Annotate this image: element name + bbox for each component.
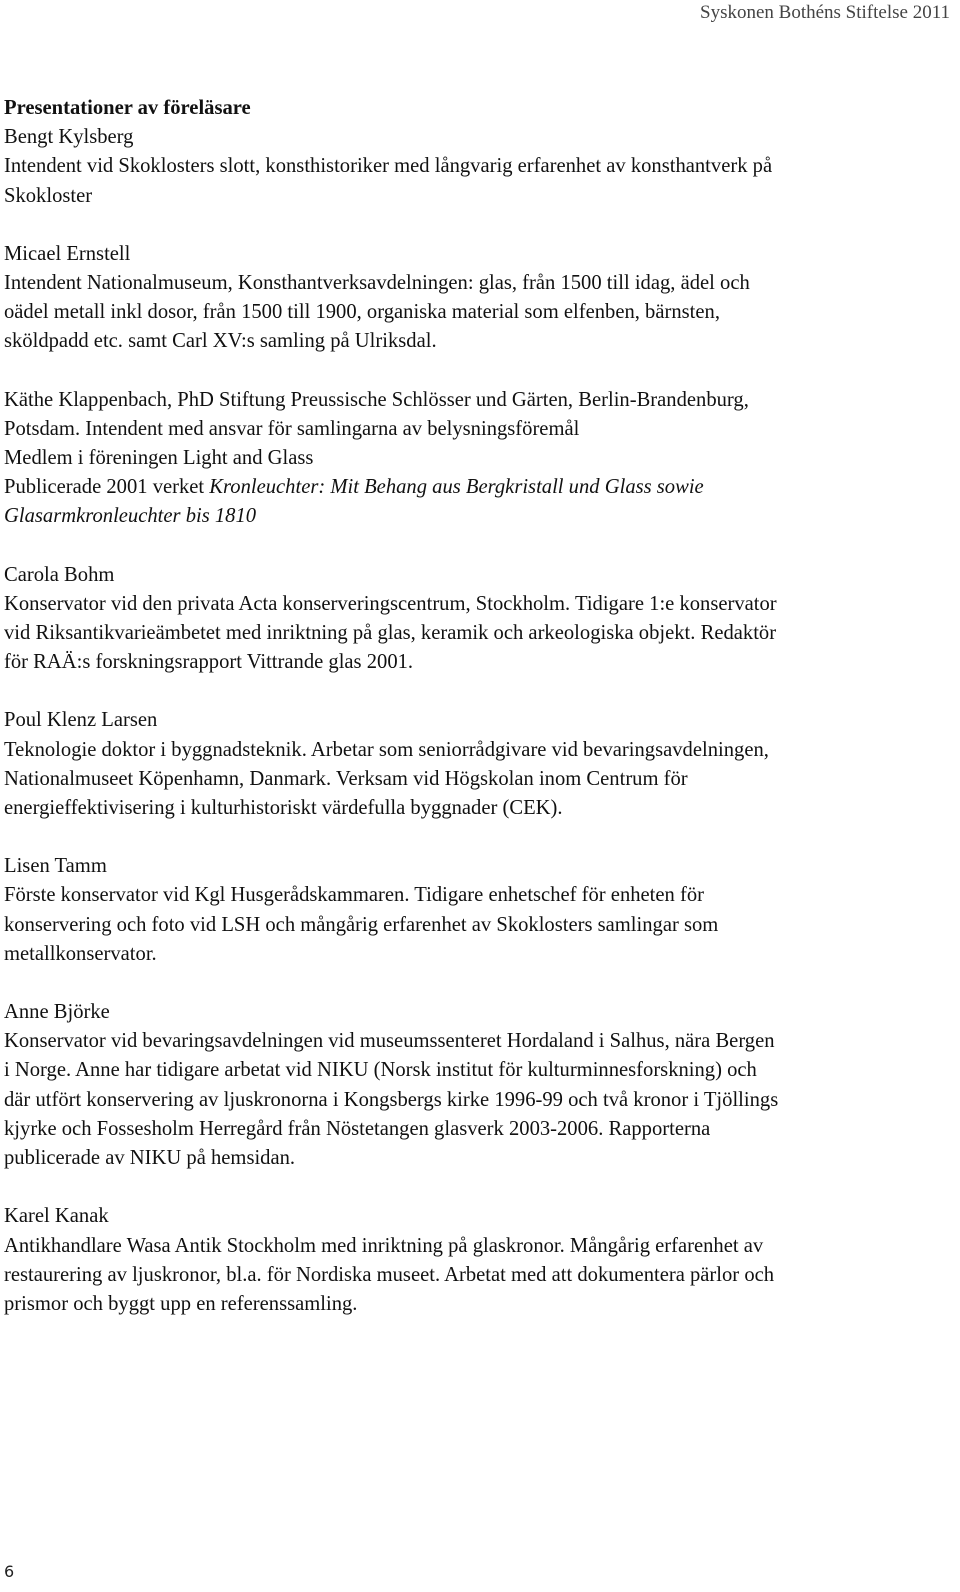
lecturer-bio-line: Intendent vid Skoklosters slott, konsthistoriker med långvarig erfarenhet av konsthantverk på: [4, 155, 773, 178]
lecturer-name: Bengt Kylsberg: [4, 126, 134, 149]
publication-title: Glasarmkronleuchter bis 1810: [4, 505, 257, 528]
lecturer-bio-line: Intendent Nationalmuseum, Konsthantverksavdelningen: glas, från 1500 till idag, ädel och: [4, 272, 750, 295]
lecturer-bio-line: energieffektivisering i kulturhistoriskt värdefulla byggnader (CEK).: [4, 797, 563, 820]
lecturer-bio-line: konservering och foto vid LSH och mångårig erfarenhet av Skoklosters samlingar som: [4, 913, 719, 936]
lecturer-bio-line: oädel metall inkl dosor, från 1500 till 1900, organiska material som elfenben, bärnsten,: [4, 301, 720, 324]
lecturer-bio-line: för RAÄ:s forskningsrapport Vittrande glas 2001.: [4, 651, 414, 674]
lecturer-bengt-kylsberg: [4, 123, 949, 211]
lecturer-bio-line: metallkonservator.: [4, 942, 157, 965]
lecturer-poul-klenz-larsen: [4, 706, 949, 823]
section-heading: Presentationer av föreläsare: [4, 97, 251, 119]
lecturer-bio-line: [4, 473, 949, 502]
lecturer-bio-line: Teknologie doktor i byggnadsteknik. Arbetar som seniorrådgivare vid bevaringsavdelningen,: [4, 738, 769, 761]
lecturer-bio-line: Konservator vid den privata Acta konserveringscentrum, Stockholm. Tidigare 1:e konservator: [4, 592, 777, 615]
lecturer-bio-line: där utfört konservering av ljuskronorna i Kongsbergs kirke 1996-99 och två kronor i Tjöllings: [4, 1088, 779, 1111]
lecturer-bio-line: sköldpadd etc. samt Carl XV:s samling på Ulriksdal.: [4, 330, 437, 353]
lecturer-name: Käthe Klappenbach, PhD Stiftung Preussische Schlösser und Gärten, Berlin-Brandenburg,: [4, 388, 749, 411]
lecturer-name: Anne Björke: [4, 1001, 110, 1024]
lecturer-bio-fragment: Publicerade 2001 verket: [4, 476, 210, 499]
lecturer-name: Poul Klenz Larsen: [4, 709, 158, 732]
lecturer-bio-line: Skokloster: [4, 184, 93, 207]
lecturer-bio-line: Medlem i föreningen Light and Glass: [4, 447, 314, 470]
lecturer-bio-line: kjyrke och Fossesholm Herregård från Nöstetangen glasverk 2003-2006. Rapporterna: [4, 1117, 711, 1140]
lecturer-bio-fragment: Potsdam.: [4, 417, 81, 440]
lecturer-anne-bjorke: [4, 998, 949, 1173]
lecturer-name: Lisen Tamm: [4, 855, 107, 878]
lecturer-bio-line: Förste konservator vid Kgl Husgerådskammaren. Tidigare enhetschef för enheten för: [4, 884, 704, 907]
lecturer-kathe-klappenbach: [4, 386, 949, 532]
document-body: [4, 94, 949, 1319]
lecturer-bio-line: publicerade av NIKU på hemsidan.: [4, 1147, 296, 1170]
lecturer-bio-line: vid Riksantikvarieämbetet med inriktning på glas, keramik och arkeologiska objekt. Redaktör: [4, 622, 777, 645]
lecturer-micael-ernstell: [4, 240, 949, 357]
lecturer-bio-line: i Norge. Anne har tidigare arbetat vid NIKU (Norsk institut för kulturminnesforskning) och: [4, 1059, 757, 1082]
lecturer-carola-bohm: [4, 561, 949, 678]
lecturer-name: Micael Ernstell: [4, 242, 131, 265]
lecturer-bio-line: Nationalmuseet Köpenhamn, Danmark. Verksam vid Högskolan inom Centrum för: [4, 767, 688, 790]
lecturer-bio-line: Konservator vid bevaringsavdelningen vid museumssenteret Hordaland i Salhus, nära Bergen: [4, 1030, 775, 1053]
lecturer-bio-line: restaurering av ljuskronor, bl.a. för Nordiska museet. Arbetat med att dokumentera pärlor och: [4, 1263, 775, 1286]
lecturer-lisen-tamm: [4, 852, 949, 969]
lecturer-bio-fragment: Intendent med ansvar för samlingarna av belysningsföremål: [80, 417, 580, 440]
lecturer-bio-line: Antikhandlare Wasa Antik Stockholm med inriktning på glaskronor. Mångårig erfarenhet av: [4, 1234, 764, 1257]
lecturer-karel-kanak: [4, 1202, 949, 1319]
page-number: 6: [4, 1562, 15, 1581]
lecturer-bio-line: prismor och byggt upp en referenssamling.: [4, 1292, 358, 1315]
lecturer-bio-line: [4, 415, 949, 444]
publication-title: Kronleuchter: Mit Behang aus Bergkristall und Glass sowie: [209, 476, 704, 499]
lecturer-name: Karel Kanak: [4, 1205, 109, 1228]
lecturer-bio-line: [4, 502, 949, 531]
page-header: Syskonen Bothéns Stiftelse 2011: [700, 2, 950, 23]
lecturer-name: Carola Bohm: [4, 563, 115, 586]
